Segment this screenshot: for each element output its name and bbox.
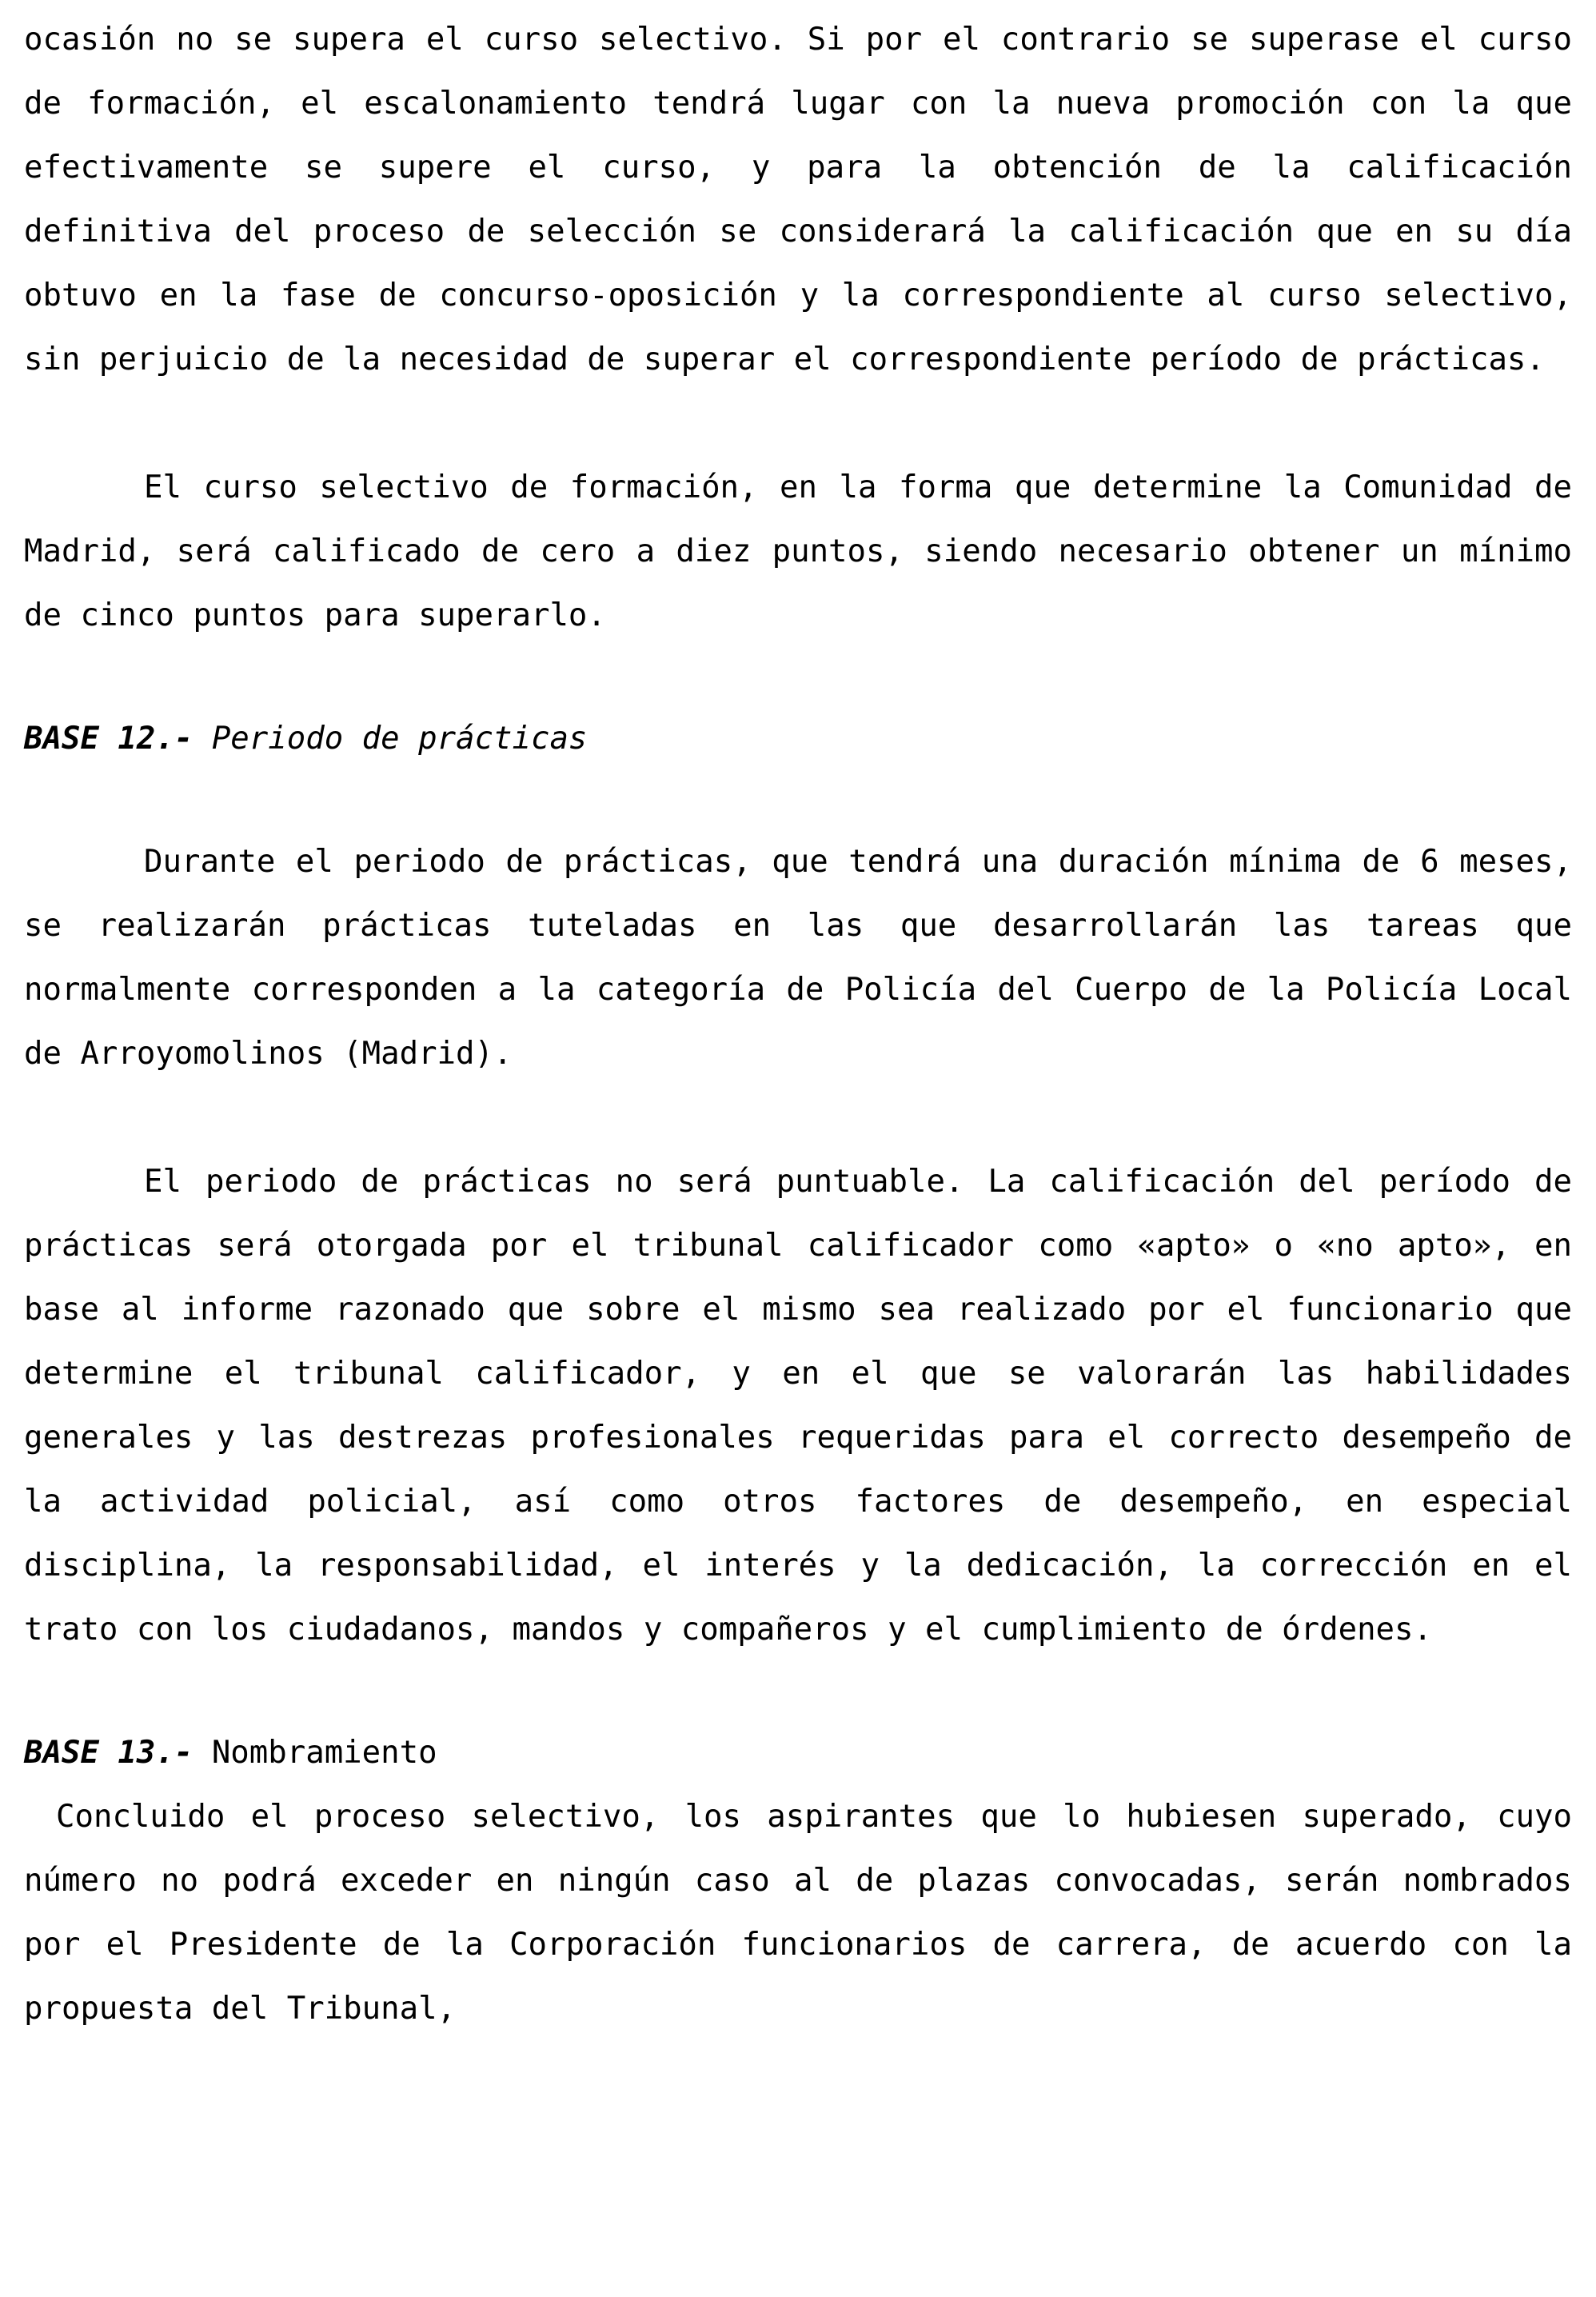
heading-base-13 [24,1721,1572,1785]
paragraph-spacer [24,392,1572,456]
heading-base-13-label: BASE 13.- [24,1735,212,1771]
paragraph-continuation-curso-selectivo: ocasión no se supera el curso selectivo. Si por el contrario se superase el curso de formación, el escalonamiento tendrá lugar con la nueva promoción con la que efectivamente se supere el curso, y para la obtención de la calificación definitiva del proceso de selección se considerará la calificación que en su día obtuvo en la fase de concurso-oposición y la correspondiente al curso selectivo, sin perjuicio de la necesidad de superar el correspondiente período de prácticas. [24,22,1572,378]
paragraph-nombramiento: Concluido el proceso selectivo, los aspirantes que lo hubiesen superado, cuyo número no podrá exceder en ningún caso al de plazas convocadas, serán nombrados por el Presidente de la Corporación funcionarios de carrera, de acuerdo con la propuesta del Tribunal, [24,1799,1572,2027]
paragraph-spacer [24,1086,1572,1150]
paragraph-spacer [24,771,1572,830]
paragraph-curso-selectivo-calificacion: El curso selectivo de formación, en la forma que determine la Comunidad de Madrid, será calificado de cero a diez puntos, siendo necesario obtener un mínimo de cinco puntos para superarlo. [24,469,1572,633]
heading-spacer-base-12 [24,648,1572,707]
paragraph-periodo-practicas-duracion: Durante el periodo de prácticas, que tendrá una duración mínima de 6 meses, se realizarán prácticas tuteladas en las que desarrollarán las tareas que normalmente corresponden a la categoría de Policía del Cuerpo de la Policía Local de Arroyomolinos (Madrid). [24,844,1572,1072]
document-body [24,8,1572,2041]
heading-base-12 [24,707,1572,771]
heading-spacer-base-13 [24,1662,1572,1721]
heading-base-12-label: BASE 12.- [24,721,212,757]
heading-base-12-title: Periodo de prácticas [211,721,588,757]
heading-base-13-title: Nombramiento [211,1735,437,1771]
paragraph-periodo-practicas-calificacion: El periodo de prácticas no será puntuable. La calificación del período de prácticas será otorgada por el tribunal calificador como «apto» o «no apto», en base al informe razonado que sobre el mismo sea realizado por el funcionario que determine el tribunal calificador, y en el que se valorarán las habilidades generales y las destrezas profesionales requeridas para el correcto desempeño de la actividad policial, así como otros factores de desempeño, en especial disciplina, la responsabilidad, el interés y la dedicación, la corrección en el trato con los ciudadanos, mandos y compañeros y el cumplimiento de órdenes. [24,1164,1572,1648]
